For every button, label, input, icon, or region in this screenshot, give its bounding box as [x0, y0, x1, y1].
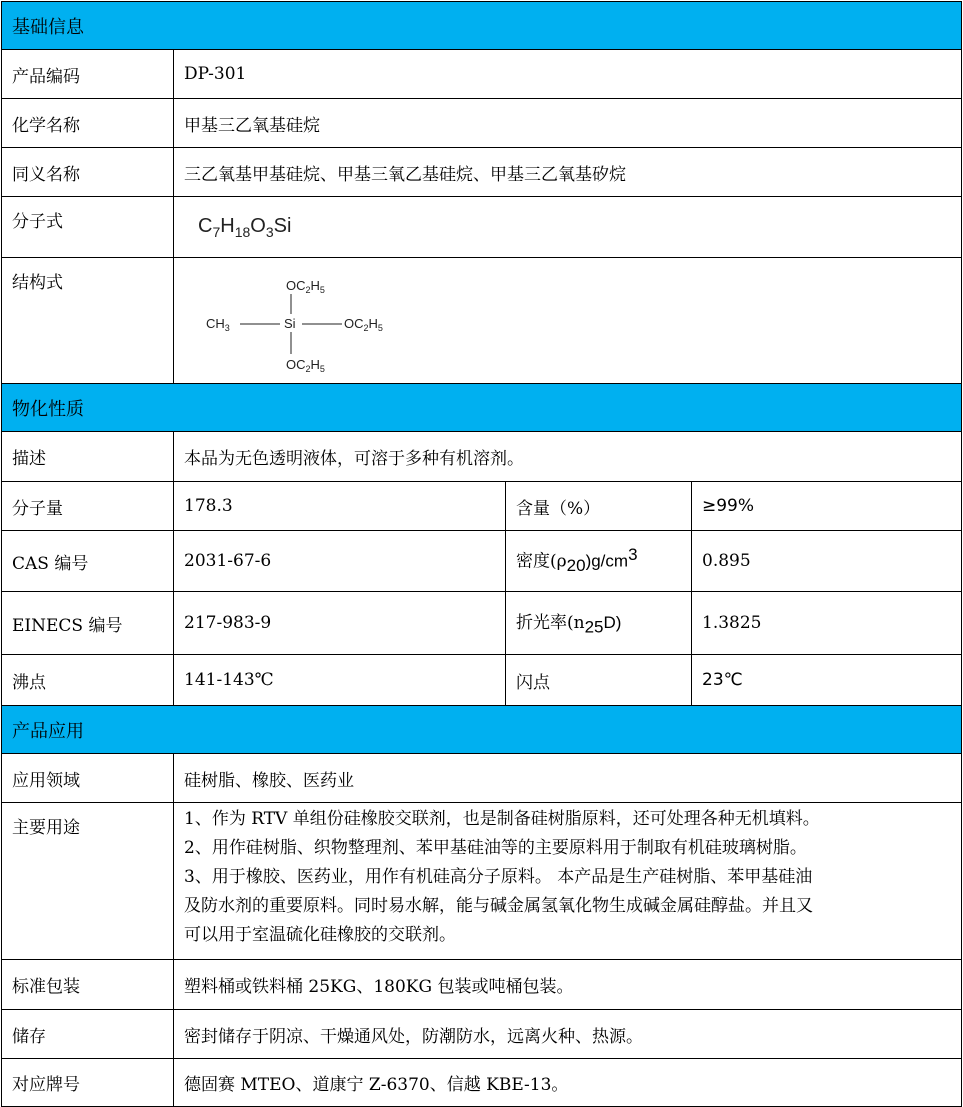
flash-point-value: 23℃ — [692, 655, 962, 706]
cas-label: CAS 编号 — [2, 531, 174, 592]
section-header-basic: 基础信息 — [2, 2, 962, 50]
molecular-weight-value: 178.3 — [174, 482, 506, 531]
packaging-value: 塑料桶或铁料桶 25KG、180KG 包装或吨桶包装。 — [174, 960, 962, 1010]
packaging-label: 标准包装 — [2, 960, 174, 1010]
refractive-index-value: 1.3825 — [692, 592, 962, 655]
right-oc-group: $OC_2H_5$ — [344, 315, 383, 333]
formula-text: $C_7H_{18}O_3Si$ — [198, 214, 292, 240]
application-field-value: 硅树脂、橡胶、医药业 — [174, 754, 962, 803]
boiling-point-label: 沸点 — [2, 655, 174, 706]
einecs-label: EINECS 编号 — [2, 592, 174, 655]
density-value: 0.895 — [692, 531, 962, 592]
uses-line: 可以用于室温硫化硅橡胶的交联剂。 — [184, 925, 456, 945]
refractive-index-label: 折光率$(n_{25}D)$ — [506, 592, 692, 655]
product-code-label: 产品编码 — [2, 50, 174, 99]
uses-line: 2、用作硅树脂、织物整理剂、苯甲基硅油等的主要原料用于制取有机硅玻璃树脂。 — [184, 838, 807, 858]
uses-line: 3、用于橡胶、医药业，用作有机硅高分子原料。 本产品是生产硅树脂、苯甲基硅油 — [184, 867, 813, 887]
main-uses-value — [174, 803, 962, 960]
boiling-point-value: 141-143℃ — [174, 655, 506, 706]
bottom-oc-group: $OC_2H_5$ — [286, 356, 325, 374]
section-header-physchem: 物化性质 — [2, 384, 962, 432]
main-uses-label: 主要用途 — [2, 803, 174, 960]
structural-formula-label: 结构式 — [2, 258, 174, 384]
product-code-value: DP-301 — [174, 50, 962, 99]
chemical-name-value: 甲基三乙氧基硅烷 — [174, 99, 962, 148]
synonyms-value: 三乙氧基甲基硅烷、甲基三氧乙基硅烷、甲基三乙氧基矽烷 — [174, 148, 962, 197]
cas-value: 2031-67-6 — [174, 531, 506, 592]
molecular-formula-label: 分子式 — [2, 197, 174, 258]
application-field-label: 应用领域 — [2, 754, 174, 803]
methyl-group: $CH_3$ — [206, 315, 230, 333]
chemical-name-label: 化学名称 — [2, 99, 174, 148]
product-spec-table — [1, 1, 962, 1107]
synonyms-label: 同义名称 — [2, 148, 174, 197]
top-oc-group: $OC_2H_5$ — [286, 277, 325, 295]
uses-line: 1、作为 RTV 单组份硅橡胶交联剂，也是制备硅树脂原料，还可处理各种无机填料。 — [184, 809, 820, 829]
density-label: 密度$(\rho_{20})g/cm^3$ — [506, 531, 692, 592]
structural-formula-cell — [174, 258, 962, 384]
brand-equivalents-label: 对应牌号 — [2, 1059, 174, 1107]
flash-point-label: 闪点 — [506, 655, 692, 706]
molecular-weight-label: 分子量 — [2, 482, 174, 531]
storage-value: 密封储存于阴凉、干燥通风处，防潮防水，远离火种、热源。 — [174, 1010, 962, 1059]
content-label: 含量（%） — [506, 482, 692, 531]
einecs-value: 217-983-9 — [174, 592, 506, 655]
description-label: 描述 — [2, 432, 174, 482]
silicon-atom: Si — [284, 315, 296, 331]
storage-label: 储存 — [2, 1010, 174, 1059]
molecular-formula-value — [174, 197, 962, 258]
structural-formula-diagram — [174, 259, 434, 383]
section-header-application: 产品应用 — [2, 706, 962, 754]
uses-line: 及防水剂的重要原料。同时易水解，能与碱金属氢氧化物生成碱金属硅醇盐。并且又 — [184, 896, 813, 916]
content-value: ≥99% — [692, 482, 962, 531]
description-value: 本品为无色透明液体，可溶于多种有机溶剂。 — [174, 432, 962, 482]
brand-equivalents-value: 德固赛 MTEO、道康宁 Z-6370、信越 KBE-13。 — [174, 1059, 962, 1107]
